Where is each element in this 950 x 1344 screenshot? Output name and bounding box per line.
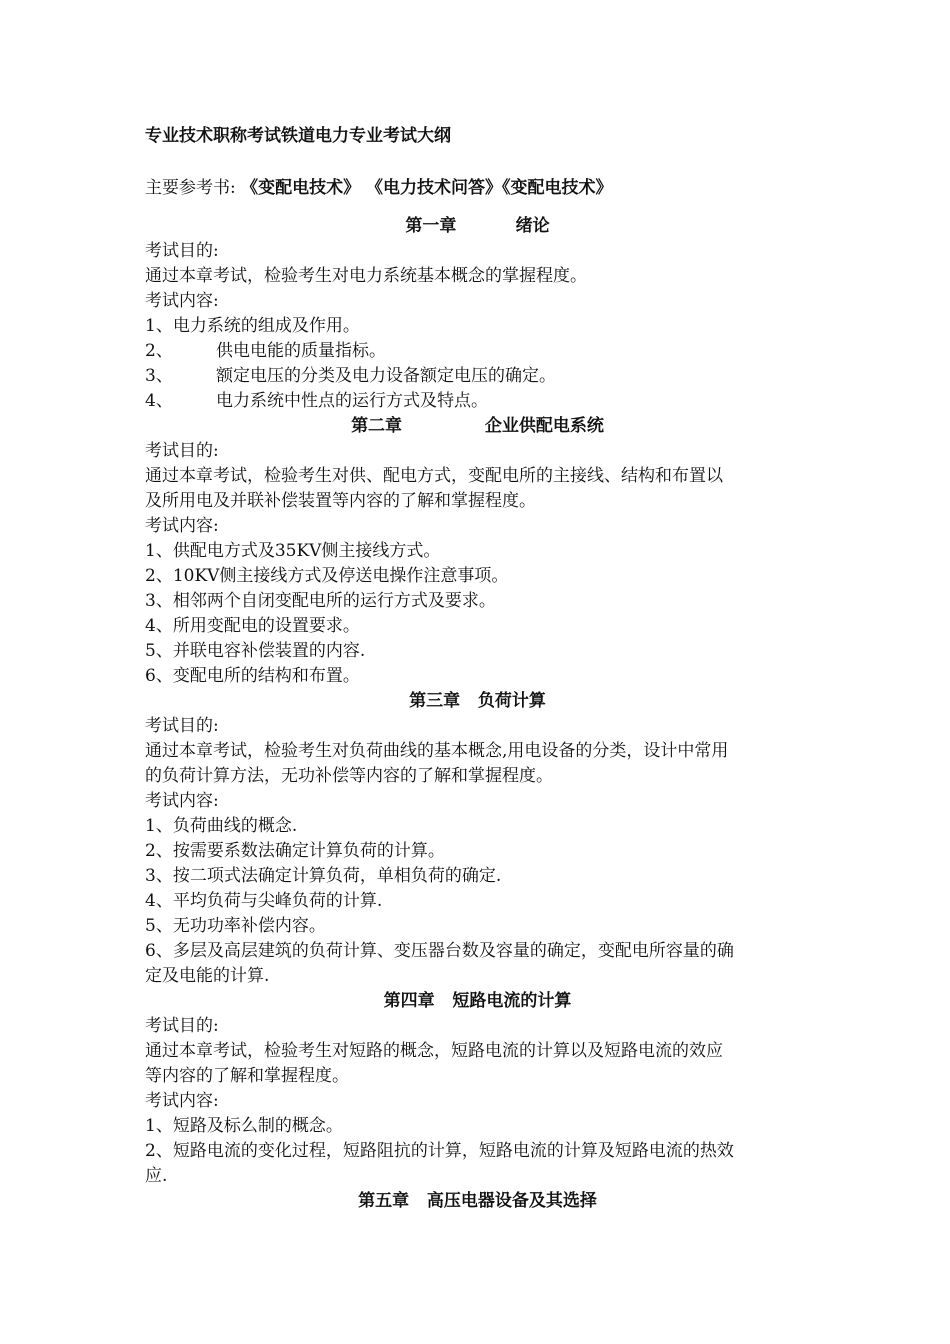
chapter-2-aim-text: 及所用电及并联补偿装置等内容的了解和掌握程度。 [145, 491, 536, 511]
chapter-2-aim-text: 通过本章考试，检验考生对供、配电方式，变配电所的主接线、结构和布置以 [145, 466, 723, 486]
chapter-4-aim-text: 等内容的了解和掌握程度。 [145, 1066, 349, 1086]
list-item: 3、按二项式法确定计算负荷，单相负荷的确定. [145, 866, 502, 886]
document-page [145, 122, 810, 1214]
list-item: 4、平均负荷与尖峰负荷的计算. [145, 891, 383, 911]
list-item: 2、短路电流的变化过程，短路阻抗的计算，短路电流的计算及短路电流的热效 [145, 1141, 734, 1161]
list-item: 1、电力系统的组成及作用。 [145, 316, 360, 336]
chapter-3-aim-label: 考试目的: [145, 716, 219, 736]
chapter-2-heading: 第二章 企业供配电系统 [351, 416, 604, 436]
list-item: 应. [145, 1166, 168, 1186]
chapter-1-heading: 第一章 绪论 [405, 216, 550, 236]
list-item: 1、负荷曲线的概念. [145, 816, 298, 836]
list-item: 1、短路及标么制的概念。 [145, 1116, 343, 1136]
list-item: 2、按需要系数法确定计算负荷的计算。 [145, 841, 445, 861]
list-item: 5、并联电容补偿装置的内容. [145, 641, 366, 661]
list-item: 3、 额定电压的分类及电力设备额定电压的确定。 [145, 366, 557, 386]
chapter-4-aim-text: 通过本章考试，检验考生对短路的概念，短路电流的计算以及短路电流的效应 [145, 1041, 723, 1061]
references-books: 《变配电技术》 《电力技术问答》《变配电技术》 [241, 178, 613, 198]
chapter-4-aim-label: 考试目的: [145, 1016, 219, 1036]
chapter-3-aim-text: 的负荷计算方法，无功补偿等内容的了解和掌握程度。 [145, 766, 553, 786]
document-title: 专业技术职称考试铁道电力专业考试大纲 [145, 126, 451, 146]
chapter-1-content-label: 考试内容: [145, 291, 219, 311]
chapter-2-content-label: 考试内容: [145, 516, 219, 536]
list-item: 2、10KV侧主接线方式及停送电操作注意事项。 [145, 566, 509, 586]
list-item: 4、所用变配电的设置要求。 [145, 616, 360, 636]
list-item: 2、 供电电能的质量指标。 [145, 341, 387, 361]
chapter-3-aim-text: 通过本章考试，检验考生对负荷曲线的基本概念,用电设备的分类，设计中常用 [145, 741, 729, 761]
list-item: 3、相邻两个自闭变配电所的运行方式及要求。 [145, 591, 496, 611]
list-item: 6、多层及高层建筑的负荷计算、变压器台数及容量的确定，变配电所容量的确 [145, 941, 734, 961]
chapter-3-content-label: 考试内容: [145, 791, 219, 811]
references-label: 主要参考书: [145, 178, 242, 198]
chapter-1-aim-text: 通过本章考试，检验考生对电力系统基本概念的掌握程度。 [145, 266, 587, 286]
list-item: 1、供配电方式及35KV侧主接线方式。 [145, 541, 441, 561]
chapter-5-heading: 第五章 高压电器设备及其选择 [358, 1191, 597, 1211]
chapter-3-heading: 第三章 负荷计算 [409, 691, 546, 711]
list-item: 4、 电力系统中性点的运行方式及特点。 [145, 391, 489, 411]
list-item: 5、无功功率补偿内容。 [145, 916, 326, 936]
chapter-1-aim-label: 考试目的: [145, 241, 219, 261]
chapter-4-heading: 第四章 短路电流的计算 [383, 991, 572, 1011]
references-line [145, 174, 810, 202]
chapter-4-content-label: 考试内容: [145, 1091, 219, 1111]
chapter-2-aim-label: 考试目的: [145, 441, 219, 461]
list-item: 6、变配电所的结构和布置。 [145, 666, 360, 686]
list-item: 定及电能的计算. [145, 966, 270, 986]
